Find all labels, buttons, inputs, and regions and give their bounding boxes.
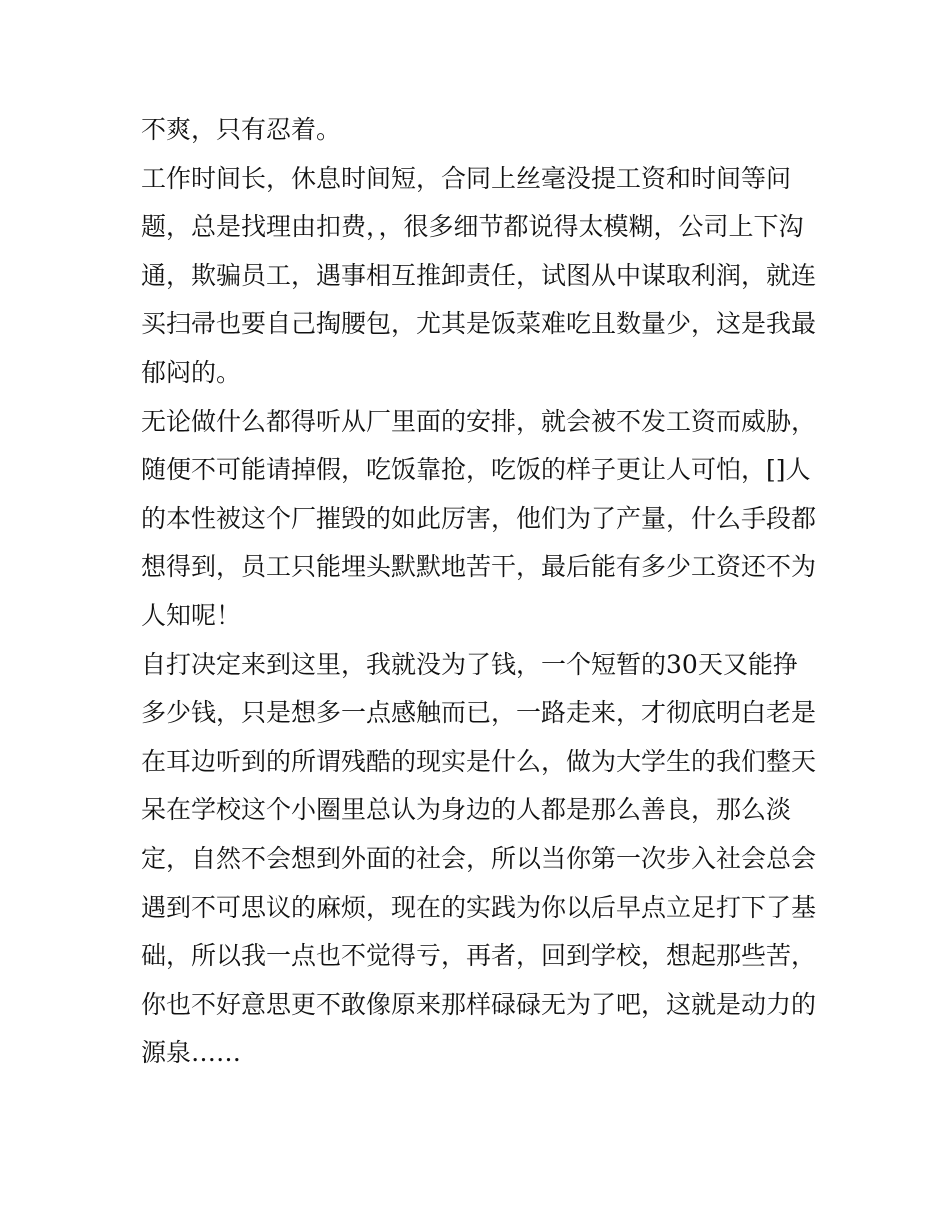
text-line: 自打决定来到这里，我就没为了钱，一个短暂的30天又能挣 bbox=[141, 649, 798, 679]
text-line: 郁闷的。 bbox=[141, 357, 242, 387]
text-line: 通，欺骗员工，遇事相互推卸责任，试图从中谋取利润，就连 bbox=[141, 260, 817, 290]
text-line: 定，自然不会想到外面的社会，所以当你第一次步入社会总会 bbox=[141, 843, 817, 873]
text-line: 无论做什么都得听从厂里面的安排，就会被不发工资而威胁， bbox=[141, 406, 817, 436]
text-line: 在耳边听到的所谓残酷的现实是什么，做为大学生的我们整天 bbox=[141, 746, 817, 776]
text-line: 人知呢！ bbox=[141, 600, 242, 630]
text-line: 呆在学校这个小圈里总认为身边的人都是那么善良，那么淡 bbox=[141, 795, 792, 825]
text-line: 工作时间长，休息时间短，合同上丝毫没提工资和时间等问 bbox=[141, 163, 792, 193]
text-line: 的本性被这个厂摧毁的如此厉害，他们为了产量，什么手段都 bbox=[141, 503, 817, 533]
text-line: 题，总是找理由扣费，，很多细节都说得太模糊，公司上下沟 bbox=[141, 212, 804, 242]
text-line: 遇到不可思议的麻烦，现在的实践为你以后早点立足打下了基 bbox=[141, 892, 817, 922]
text-line: 想得到，员工只能埋头默默地苦干，最后能有多少工资还不为 bbox=[141, 552, 817, 582]
text-line: 多少钱，只是想多一点感触而已，一路走来，才彻底明白老是 bbox=[141, 698, 817, 728]
text-line: 买扫帚也要自己掏腰包，尤其是饭菜难吃且数量少，这是我最 bbox=[141, 309, 817, 339]
text-line: 础，所以我一点也不觉得亏，再者，回到学校，想起那些苦， bbox=[141, 941, 817, 971]
text-line: 源泉…… bbox=[141, 1038, 242, 1068]
body-text bbox=[141, 106, 821, 1078]
text-line: 随便不可能请掉假，吃饭靠抢，吃饭的样子更让人可怕，[]人 bbox=[141, 455, 811, 485]
text-line: 你也不好意思更不敢像原来那样碌碌无为了吧，这就是动力的 bbox=[141, 989, 817, 1019]
text-line: 不爽，只有忍着。 bbox=[141, 115, 342, 144]
